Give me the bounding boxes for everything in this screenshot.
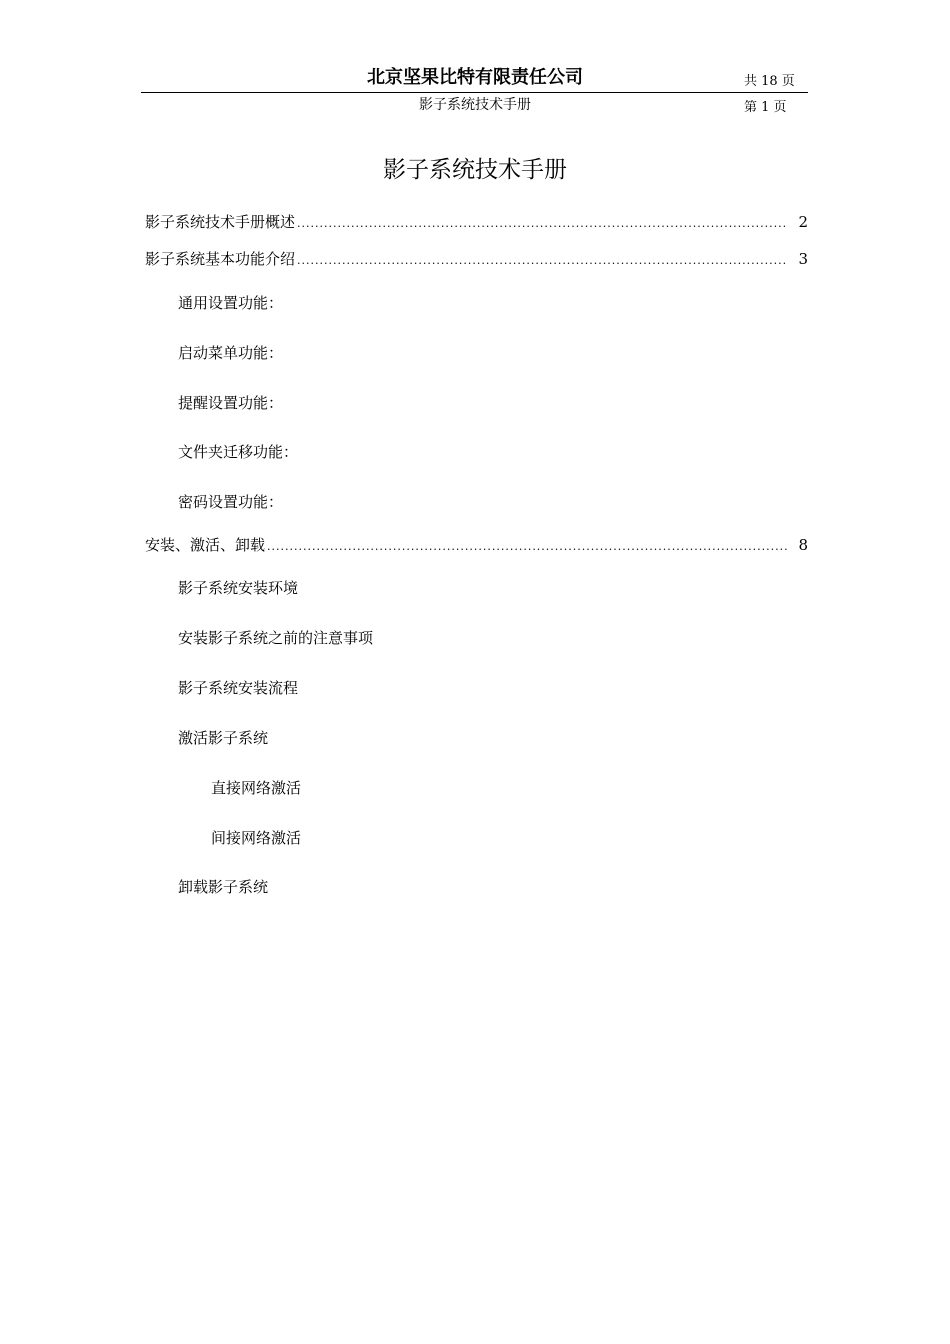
toc-entry[interactable] (145, 248, 808, 272)
header-company-name: 北京坚果比特有限责任公司 (367, 67, 583, 88)
toc-subentry[interactable]: 影子系统安装流程 (178, 679, 299, 697)
header-total-pages: 共 18 页 (744, 74, 795, 89)
toc-dot-leader (297, 250, 788, 272)
toc-entry-label: 影子系统技术手册概述 (145, 213, 296, 231)
toc-subentry[interactable]: 提醒设置功能： (178, 394, 284, 412)
toc-entry-label: 影子系统基本功能介绍 (145, 250, 296, 268)
header-page-number: 第 1 页 (744, 100, 787, 115)
toc-subentry[interactable]: 安装影子系统之前的注意事项 (178, 629, 374, 647)
toc-dot-leader (297, 213, 788, 235)
toc-dot-leader (267, 536, 788, 558)
toc-entry-page: 3 (798, 250, 808, 268)
toc-subentry[interactable]: 激活影子系统 (178, 729, 269, 747)
toc-subentry[interactable]: 文件夹迁移功能： (178, 443, 299, 461)
toc-entry-page: 2 (798, 213, 808, 231)
toc-subsubentry[interactable]: 直接网络激活 (211, 779, 302, 797)
header-subtitle: 影子系统技术手册 (419, 97, 531, 113)
header-divider (141, 92, 808, 93)
toc-subsubentry[interactable]: 间接网络激活 (211, 829, 302, 847)
toc-entry[interactable] (145, 534, 808, 558)
toc-subentry[interactable]: 启动菜单功能： (178, 344, 284, 362)
toc-entry[interactable] (145, 211, 808, 235)
toc-entry-page: 8 (798, 536, 808, 554)
toc-subentry[interactable]: 影子系统安装环境 (178, 579, 299, 597)
toc-subentry[interactable]: 卸载影子系统 (178, 878, 269, 896)
toc-entry-label: 安装、激活、卸载 (145, 536, 266, 554)
toc-subentry[interactable]: 密码设置功能： (178, 493, 284, 511)
toc-subentry[interactable]: 通用设置功能： (178, 294, 284, 312)
document-title: 影子系统技术手册 (383, 157, 567, 183)
